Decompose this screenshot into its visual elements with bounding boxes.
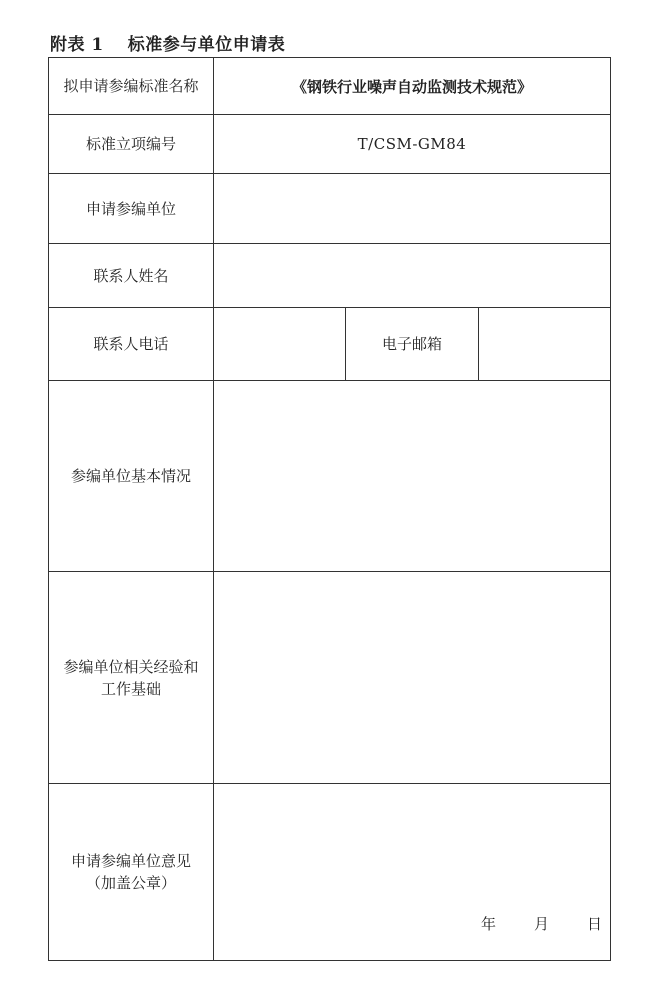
form-caption: [50, 30, 285, 55]
form-title: 标准参与单位申请表: [127, 35, 286, 55]
applicant-unit-field[interactable]: [214, 174, 611, 244]
experience-label-line1: 参编单位相关经验和: [63, 657, 199, 676]
unit-info-field[interactable]: [214, 381, 611, 572]
row-experience: [49, 572, 611, 784]
appendix-number: 附表 1: [50, 35, 104, 55]
date-year: 年: [480, 915, 496, 933]
standard-name-label: 拟申请参编标准名称: [49, 58, 214, 115]
row-unit-info: [49, 381, 611, 572]
experience-label-line2: 工作基础: [100, 679, 161, 698]
row-applicant-unit: [49, 174, 611, 244]
opinion-label-line1: 申请参编单位意见: [70, 852, 191, 870]
date-day: 日: [586, 915, 602, 933]
project-number-value: T/CSM-GM84: [214, 115, 611, 174]
date-month: 月: [533, 915, 549, 933]
row-standard-name: [49, 58, 611, 115]
application-form-table: [48, 57, 611, 961]
standard-name-value: 《钢铁行业噪声自动监测技术规范》: [214, 58, 611, 115]
contact-phone-field[interactable]: [214, 308, 346, 381]
row-opinion: [49, 784, 611, 961]
opinion-label-line2: （加盖公章）: [85, 874, 176, 892]
opinion-field[interactable]: [214, 784, 611, 961]
contact-name-label: 联系人姓名: [49, 244, 214, 308]
row-contact-phone: [49, 308, 611, 381]
unit-info-label: 参编单位基本情况: [49, 381, 214, 572]
applicant-unit-label: 申请参编单位: [49, 174, 214, 244]
signature-date: [481, 913, 602, 934]
experience-field[interactable]: [214, 572, 611, 784]
contact-name-field[interactable]: [214, 244, 611, 308]
experience-label: [49, 572, 214, 784]
email-field[interactable]: [478, 308, 610, 381]
email-label: 电子邮箱: [346, 308, 478, 381]
row-contact-name: [49, 244, 611, 308]
row-project-number: [49, 115, 611, 174]
project-number-label: 标准立项编号: [49, 115, 214, 174]
opinion-label: [49, 784, 214, 961]
contact-phone-label: 联系人电话: [49, 308, 214, 381]
